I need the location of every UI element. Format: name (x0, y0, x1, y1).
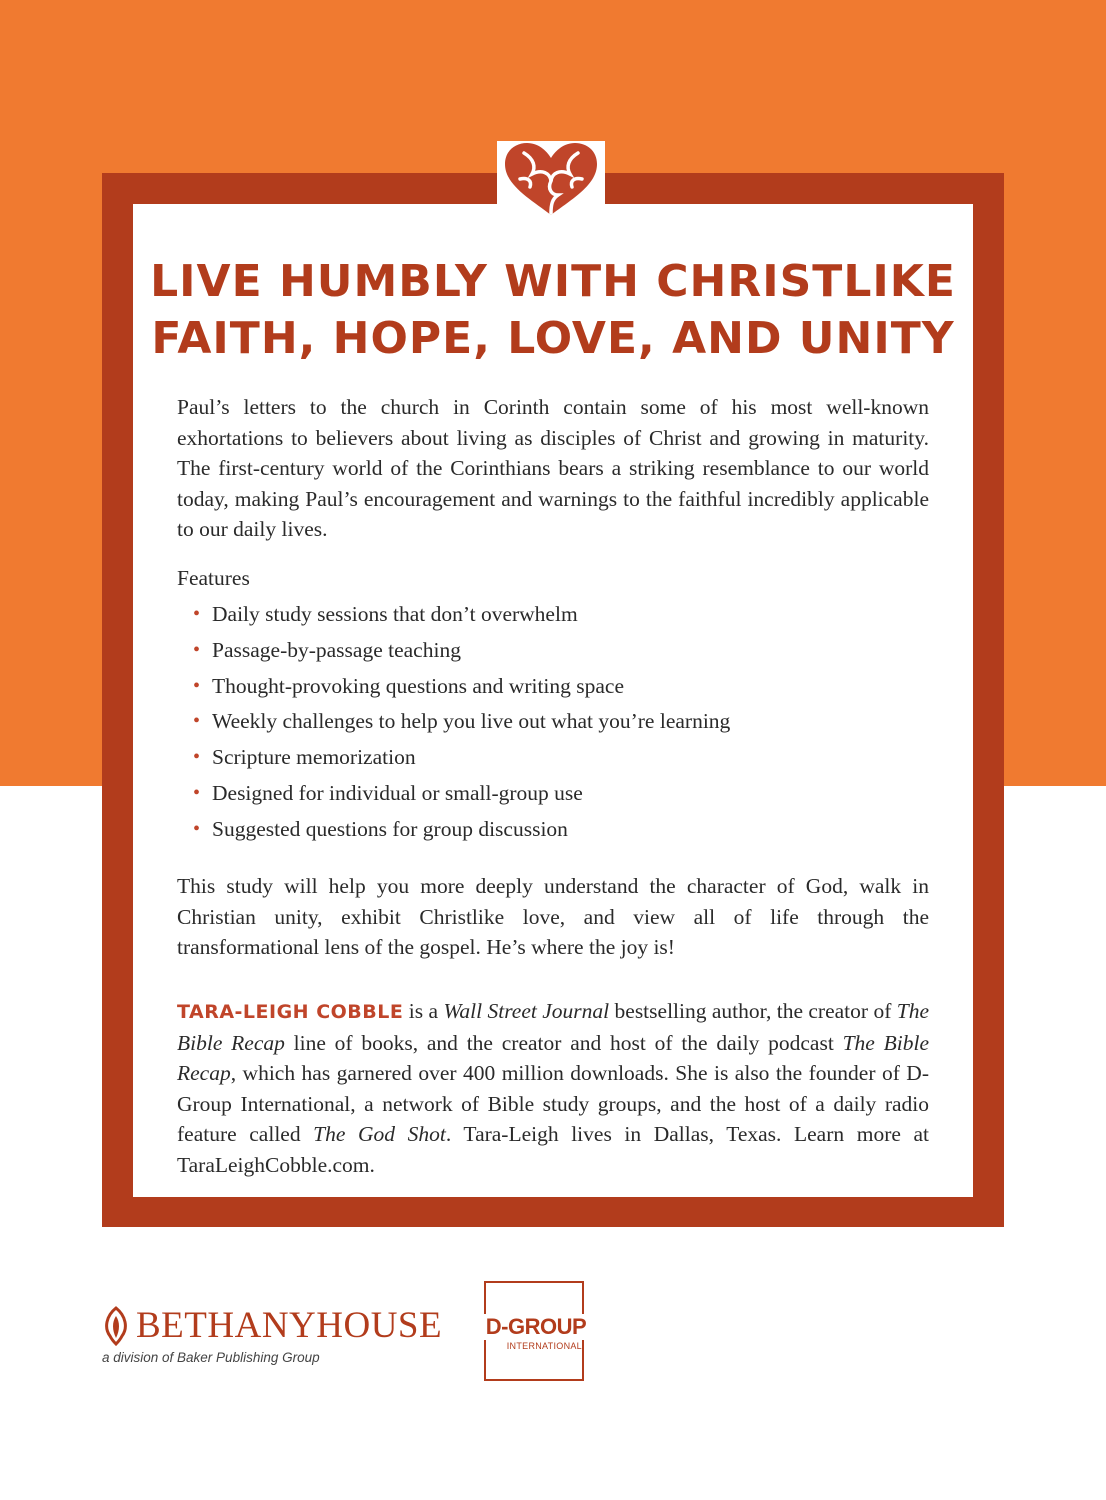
bethany-house-logo (100, 1300, 450, 1370)
author-bio: TARA-LEIGH COBBLE is a Wall Street Journal bestselling author, the creator of The Bible Recap line of books, and the creator and host of the daily podcast The Bible Recap, which has garnered over 400 million downloads. She is also the founder of D-Group International, a network of Bible study groups, and the host of a daily radio feature called The God Shot. Tara-Leigh lives in Dallas, Texas. Learn more at TaraLeighCobble.com. (177, 999, 930, 1177)
list-item: • Passage-by-passage teaching (193, 633, 730, 669)
list-item: • Thought-provoking questions and writing space (193, 669, 730, 705)
features-list (193, 597, 730, 848)
bullet-dot-icon: • (193, 674, 201, 697)
publisher-subtitle: a division of Baker Publishing Group (102, 1350, 320, 1365)
heart-badge (497, 141, 605, 219)
bullet-dot-icon: • (193, 710, 201, 733)
closing-paragraph: This study will help you more deeply understand the character of God, walk in Christian unity, exhibit Christlike love, and view all of life through the transformational lens of the gospel. He’s where the joy is! (177, 874, 929, 959)
dgroup-name: D-GROUP (474, 1314, 598, 1340)
bullet-dot-icon: • (193, 781, 201, 804)
list-item: • Scripture memorization (193, 740, 730, 776)
title-line-2: FAITH, HOPE, LOVE, AND UNITY (151, 313, 955, 364)
dgroup-subtitle: INTERNATIONAL (506, 1341, 582, 1351)
dgroup-logo (484, 1281, 587, 1381)
intro-paragraph: Paul’s letters to the church in Corinth contain some of his most well-known exhortations to believers about living as disciples of Christ and growing in maturity. The first-century world of the Corinthians bears a striking resemblance to our world today, making Paul’s encouragement and warnings to the faithful incredibly applicable to our daily lives. (177, 395, 929, 541)
list-item: • Suggested questions for group discussion (193, 812, 730, 848)
publisher-name: BETHANYHOUSE (136, 1305, 443, 1346)
author-name: TARA-LEIGH COBBLE (177, 1001, 404, 1023)
bullet-dot-icon: • (193, 638, 201, 661)
feather-flame-icon (100, 1306, 132, 1346)
list-item: • Daily study sessions that don’t overwhelm (193, 597, 730, 633)
bullet-dot-icon: • (193, 603, 201, 625)
bullet-dot-icon: • (193, 817, 201, 840)
list-item: • Weekly challenges to help you live out what you’re learning (193, 704, 730, 740)
bullet-dot-icon: • (193, 746, 201, 769)
puzzle-heart-icon (500, 141, 602, 217)
page-title (133, 253, 973, 367)
list-item: • Designed for individual or small-group use (193, 776, 730, 812)
features-label: Features (177, 566, 250, 590)
title-line-1: LIVE HUMBLY WITH CHRISTLIKE (150, 256, 956, 307)
